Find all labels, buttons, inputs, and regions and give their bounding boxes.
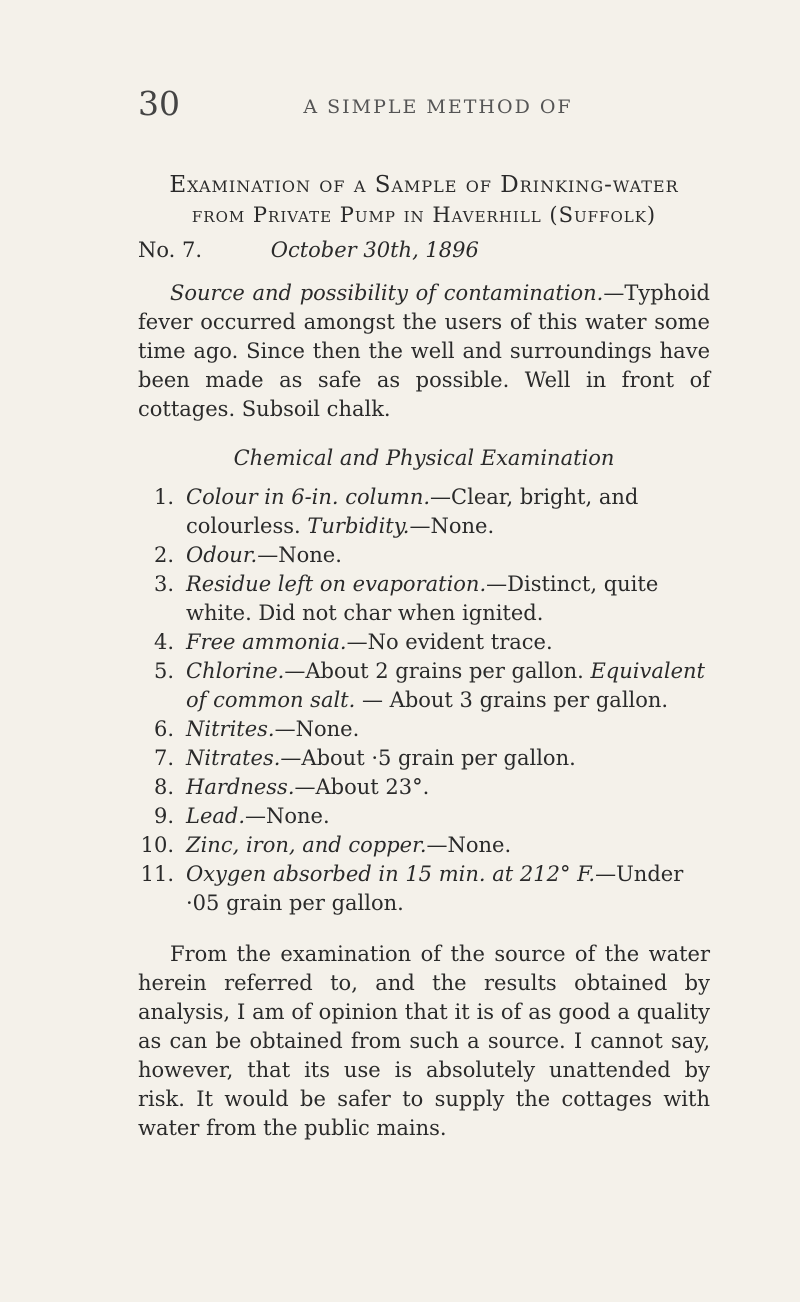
- result-label: Equivalent of common salt.: [186, 659, 705, 712]
- result-text: —No evident trace.: [346, 630, 553, 654]
- result-label: Nitrates.: [186, 746, 281, 770]
- result-label: Lead.: [186, 804, 246, 828]
- sample-number: No. 7.: [138, 238, 203, 262]
- result-label: Nitrites.: [186, 717, 275, 741]
- result-item: [138, 860, 710, 918]
- examination-heading: Examination of a Sample of Drinking-water: [169, 172, 679, 198]
- sample-meta: [138, 236, 710, 265]
- result-label: Oxygen absorbed in 15 min. at 212° F.: [186, 862, 596, 886]
- result-text: — About 3 grains per gallon.: [355, 688, 669, 712]
- result-number: 6.: [153, 717, 174, 741]
- result-number: 11.: [140, 862, 174, 886]
- result-item: [138, 744, 710, 773]
- result-label: Free ammonia.: [186, 630, 347, 654]
- result-text: —Clear, bright, and colourless.: [186, 485, 639, 538]
- result-label: Zinc, iron, and copper.: [186, 833, 427, 857]
- sample-date: October 30th, 1896: [270, 238, 479, 262]
- examination-subheading: from Private Pump in Haverhill (Suffolk): [191, 203, 657, 227]
- conclusion-paragraph: From the examination of the source of the water herein referred to, and the results obtained by analysis, I am of opinion that it is of as good a quality as can be obtained from such a source. I cannot say, however, that its use is absolutely unattended by risk. It would be safer to supply the cottages with water from the public mains.: [138, 942, 710, 1140]
- result-item: [138, 541, 710, 570]
- source-paragraph: [138, 279, 710, 424]
- result-number: 10.: [140, 833, 174, 857]
- result-label: Colour in 6-in. column.: [186, 485, 431, 509]
- result-item: [138, 831, 710, 860]
- result-text: —About 2 grains per gallon.: [284, 659, 591, 683]
- result-item: [138, 715, 710, 744]
- result-label: Odour.: [186, 543, 258, 567]
- result-number: 7.: [153, 746, 174, 770]
- source-text: —Typhoid fever occurred amongst the users of this water some time ago. Since then the well and surroundings have been made as safe as possible. Well in front of cottages. Subsoil chalk.: [138, 281, 710, 421]
- result-item: [138, 773, 710, 802]
- result-number: 1.: [153, 485, 174, 509]
- result-number: 5.: [153, 659, 174, 683]
- result-text: —Distinct, quite white. Did not char when ignited.: [186, 572, 659, 625]
- running-head: [138, 84, 680, 128]
- result-text: —About 23°.: [294, 775, 430, 799]
- result-number: 8.: [153, 775, 174, 799]
- source-label: Source and possibility of contamination.: [170, 281, 604, 305]
- result-item: [138, 657, 710, 715]
- result-text: —None.: [426, 833, 512, 857]
- result-item: [138, 628, 710, 657]
- result-text: —None.: [257, 543, 342, 567]
- result-label: Hardness.: [186, 775, 295, 799]
- running-title: A SIMPLE METHOD OF: [303, 96, 573, 118]
- result-number: 2.: [153, 543, 174, 567]
- results-list: [138, 483, 710, 918]
- result-text: —About ·5 grain per gallon.: [280, 746, 576, 770]
- result-item: [138, 483, 710, 541]
- result-item: [138, 802, 710, 831]
- page-number: 30: [138, 84, 180, 123]
- result-label: Residue left on evaporation.: [186, 572, 487, 596]
- result-label: Turbidity.: [307, 514, 410, 538]
- result-number: 3.: [153, 572, 174, 596]
- result-number: 4.: [153, 630, 174, 654]
- result-text: —None.: [409, 514, 495, 538]
- result-text: —Under ·05 grain per gallon.: [186, 862, 684, 915]
- section-title: Chemical and Physical Examination: [233, 446, 615, 470]
- result-item: [138, 570, 710, 628]
- result-label: Chlorine.: [186, 659, 285, 683]
- result-text: —None.: [245, 804, 330, 828]
- result-number: 9.: [153, 804, 174, 828]
- result-text: —None.: [274, 717, 360, 741]
- page-content: [138, 170, 710, 1143]
